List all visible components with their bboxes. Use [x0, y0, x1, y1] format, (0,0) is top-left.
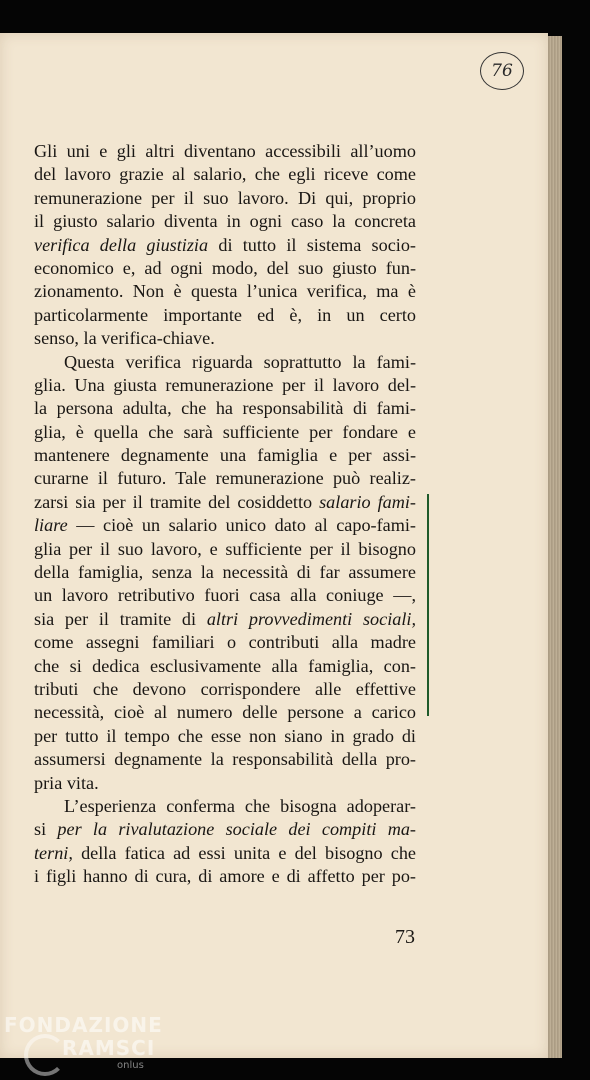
text-line-29: L’esperienza conferma che bisogna adoperar- — [64, 795, 416, 816]
text-line-18: glia per il suo lavoro, e sufficiente per il bisogno — [34, 538, 416, 559]
page-stack-edge — [548, 36, 562, 1058]
text-line-4: il giusto salario diventa in ogni caso la concreta — [34, 211, 416, 232]
text-line-23: che si dedica esclusivamente alla famiglia, con- — [34, 655, 416, 676]
text-line-6: economico e, ad ogni modo, del suo giusto fun- — [34, 257, 416, 278]
text-line-16 — [34, 491, 416, 514]
text-line-11: glia. Una giusta remunerazione per il lavoro del- — [34, 374, 416, 395]
text-line-14: mantenere degnamente una famiglia e per assi- — [34, 445, 416, 466]
text-line-32: i figli hanno di cura, di amore e di affetto per po- — [34, 866, 416, 887]
text-line-21 — [34, 608, 416, 631]
text-line-9: senso, la verifica-chiave. — [34, 328, 215, 349]
text-line-31 — [34, 842, 416, 865]
text-line-8: particolarmente importante ed è, in un certo — [34, 304, 416, 325]
italic-phrase: salario fami- — [319, 491, 416, 512]
text-line-10: Questa verifica riguarda soprattutto la fami- — [64, 351, 416, 372]
italic-phrase: per la rivalutazione sociale dei compiti ma- — [57, 819, 416, 840]
text-line-19: della famiglia, senza la necessità di far assumere — [34, 562, 416, 583]
handwritten-folio-annotation: 76 — [480, 52, 524, 90]
watermark-line1: FONDAZIONE — [4, 1013, 163, 1037]
text-line-13: glia, è quella che sarà sufficiente per fondare e — [34, 421, 416, 442]
text-line-2: del lavoro grazie al salario, che egli riceve come — [34, 164, 416, 185]
text-line-27: assumersi degnamente la responsabilità della pro- — [34, 749, 416, 770]
text-line-26: per tutto il tempo che esse non siano in grado di — [34, 725, 416, 746]
watermark-line2: RAMSCI — [62, 1036, 156, 1060]
italic-phrase: liare — [34, 515, 68, 536]
watermark-sub: onlus — [117, 1060, 144, 1071]
text-fragment: — cioè un salario unico dato al capo-fami- — [67, 515, 416, 536]
text-line-17 — [34, 514, 416, 537]
page-number: 73 — [395, 926, 415, 948]
text-fragment: di tutto il sistema socio- — [208, 234, 416, 255]
text-line-7: zionamento. Non è questa l’unica verifica, ma è — [34, 281, 416, 302]
italic-phrase: verifica della giustizia — [34, 234, 209, 255]
text-line-24: tributi che devono corrispondere alle effettive — [34, 678, 416, 699]
text-fragment: si — [34, 819, 58, 840]
text-line-25: necessità, cioè al numero delle persone a carico — [34, 702, 416, 723]
text-line-22: come assegni familiari o contributi alla madre — [34, 632, 416, 653]
text-line-3: remunerazione per il suo lavoro. Di qui, proprio — [34, 187, 416, 208]
text-line-20: un lavoro retributivo fuori casa alla coniuge —, — [34, 585, 416, 606]
italic-phrase: altri provvedimenti sociali, — [206, 608, 416, 629]
italic-phrase: terni, — [34, 842, 73, 863]
text-line-30 — [34, 818, 416, 841]
text-fragment: sia per il tramite di — [34, 608, 207, 629]
text-line-28: pria vita. — [34, 772, 99, 793]
text-line-5 — [34, 234, 416, 257]
text-fragment: della fatica ad essi unita e del bisogno che — [72, 842, 416, 863]
text-fragment: zarsi sia per il tramite del cosiddetto — [34, 491, 320, 512]
body-text — [34, 140, 416, 889]
watermark-logo-icon — [24, 1034, 66, 1076]
margin-highlight-mark — [423, 494, 429, 716]
text-line-1: Gli uni e gli altri diventano accessibili all’uomo — [34, 141, 416, 161]
text-line-15: curarne il futuro. Tale remunerazione può realiz- — [34, 468, 416, 489]
text-line-12: la persona adulta, che ha responsabilità di fami- — [34, 398, 416, 419]
